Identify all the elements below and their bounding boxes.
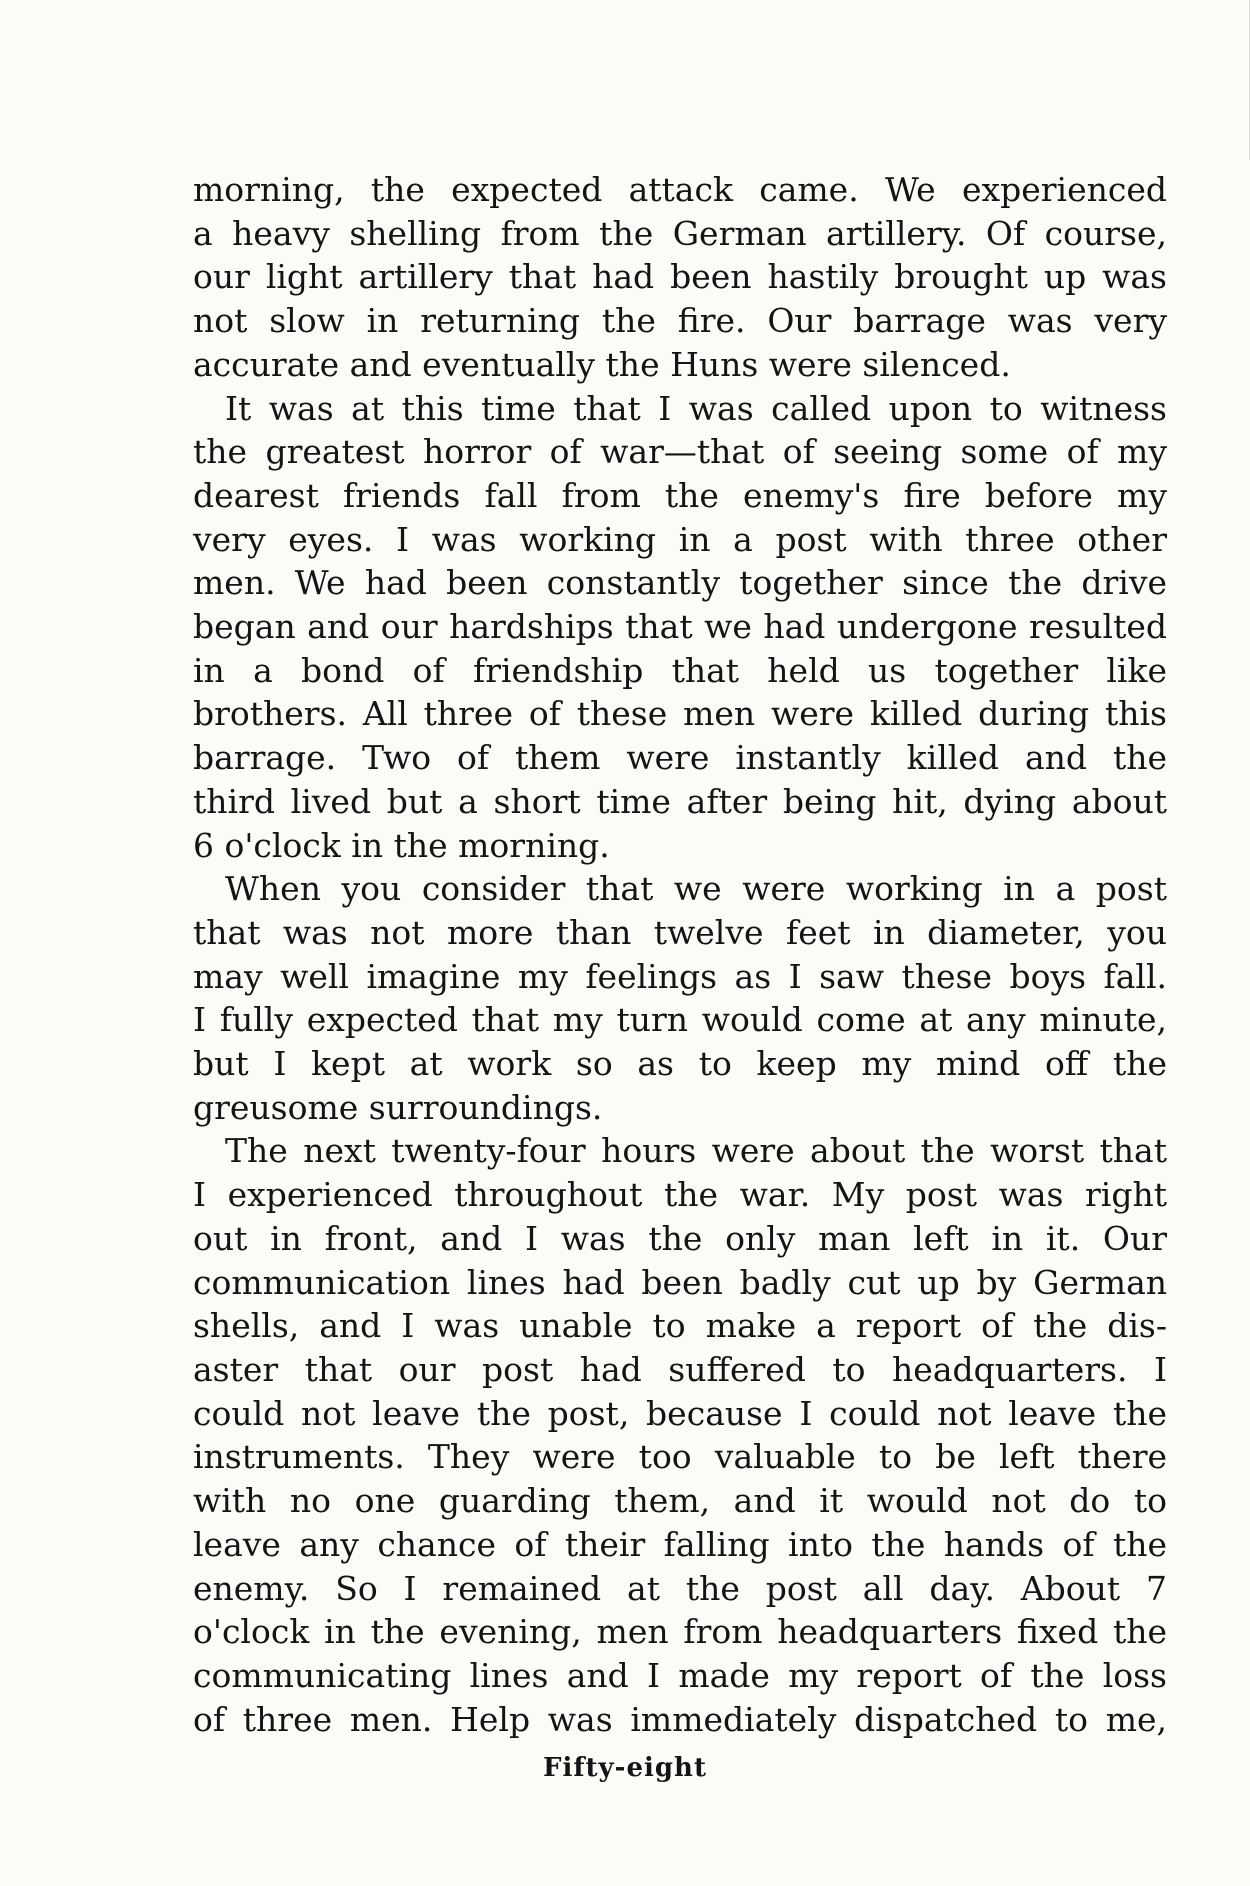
text-line: leave any chance of their falling into the hands of the bbox=[193, 1524, 1167, 1564]
text-line: instruments. They were too valuable to be left there bbox=[193, 1437, 1167, 1477]
paragraph-3 bbox=[193, 867, 1167, 1129]
text-line: not slow in returning the fire. Our barrage was very bbox=[193, 301, 1167, 341]
text-line: in a bond of friendship that held us together like bbox=[193, 650, 1167, 690]
text-line: morning, the expected attack came. We experienced bbox=[193, 170, 1167, 209]
text-line: dearest friends fall from the enemy's fire before my bbox=[193, 475, 1167, 515]
text-line: I experienced throughout the war. My post was right bbox=[193, 1175, 1167, 1215]
text-line: men. We had been constantly together since the drive bbox=[193, 563, 1167, 603]
text-line: 6 o'clock in the morning. bbox=[193, 825, 610, 865]
text-line: When you consider that we were working in a post bbox=[225, 869, 1167, 909]
text-line: began and our hardships that we had undergone resulted bbox=[193, 607, 1167, 647]
text-line: the greatest horror of war—that of seeing some of my bbox=[193, 432, 1167, 472]
text-line: very eyes. I was working in a post with three other bbox=[193, 519, 1167, 559]
text-line: could not leave the post, because I could not leave the bbox=[193, 1393, 1167, 1433]
text-line: out in front, and I was the only man left in it. Our bbox=[193, 1218, 1167, 1258]
text-line: third lived but a short time after being hit, dying about bbox=[193, 781, 1167, 821]
text-line: o'clock in the evening, men from headquarters fixed the bbox=[193, 1612, 1167, 1652]
text-line: greusome surroundings. bbox=[193, 1087, 603, 1127]
text-line: our light artillery that had been hastily brought up was bbox=[193, 257, 1167, 297]
page-edge bbox=[1241, 0, 1250, 160]
text-line: a heavy shelling from the German artillery. Of course, bbox=[193, 213, 1167, 253]
text-line: communication lines had been badly cut up by German bbox=[193, 1262, 1167, 1302]
paragraph-2 bbox=[193, 387, 1167, 868]
text-line: but I kept at work so as to keep my mind off the bbox=[193, 1044, 1167, 1084]
text-line: enemy. So I remained at the post all day. About 7 bbox=[193, 1568, 1167, 1608]
paragraph-4 bbox=[193, 1129, 1167, 1741]
text-line: shells, and I was unable to make a report of the dis- bbox=[193, 1306, 1167, 1346]
text-line: communicating lines and I made my report of the loss bbox=[193, 1655, 1167, 1695]
text-line: may well imagine my feelings as I saw these boys fall. bbox=[193, 956, 1167, 996]
text-line: with no one guarding them, and it would not do to bbox=[193, 1481, 1167, 1521]
body-text bbox=[193, 168, 1167, 1741]
text-line: of three men. Help was immediately dispatched to me, bbox=[193, 1699, 1167, 1739]
text-line: It was at this time that I was called upon to witness bbox=[225, 388, 1167, 428]
text-line: that was not more than twelve feet in diameter, you bbox=[193, 912, 1167, 952]
text-line: The next twenty-four hours were about the worst that bbox=[225, 1131, 1167, 1171]
page-number: Fifty-eight bbox=[543, 1753, 707, 1783]
text-line: brothers. All three of these men were killed during this bbox=[193, 694, 1167, 734]
text-line: accurate and eventually the Huns were silenced. bbox=[193, 344, 1011, 384]
text-line: I fully expected that my turn would come at any minute, bbox=[193, 1000, 1167, 1040]
text-line: barrage. Two of them were instantly killed and the bbox=[193, 738, 1167, 778]
paragraph-1 bbox=[193, 168, 1167, 387]
text-line: aster that our post had suffered to headquarters. I bbox=[193, 1349, 1167, 1389]
